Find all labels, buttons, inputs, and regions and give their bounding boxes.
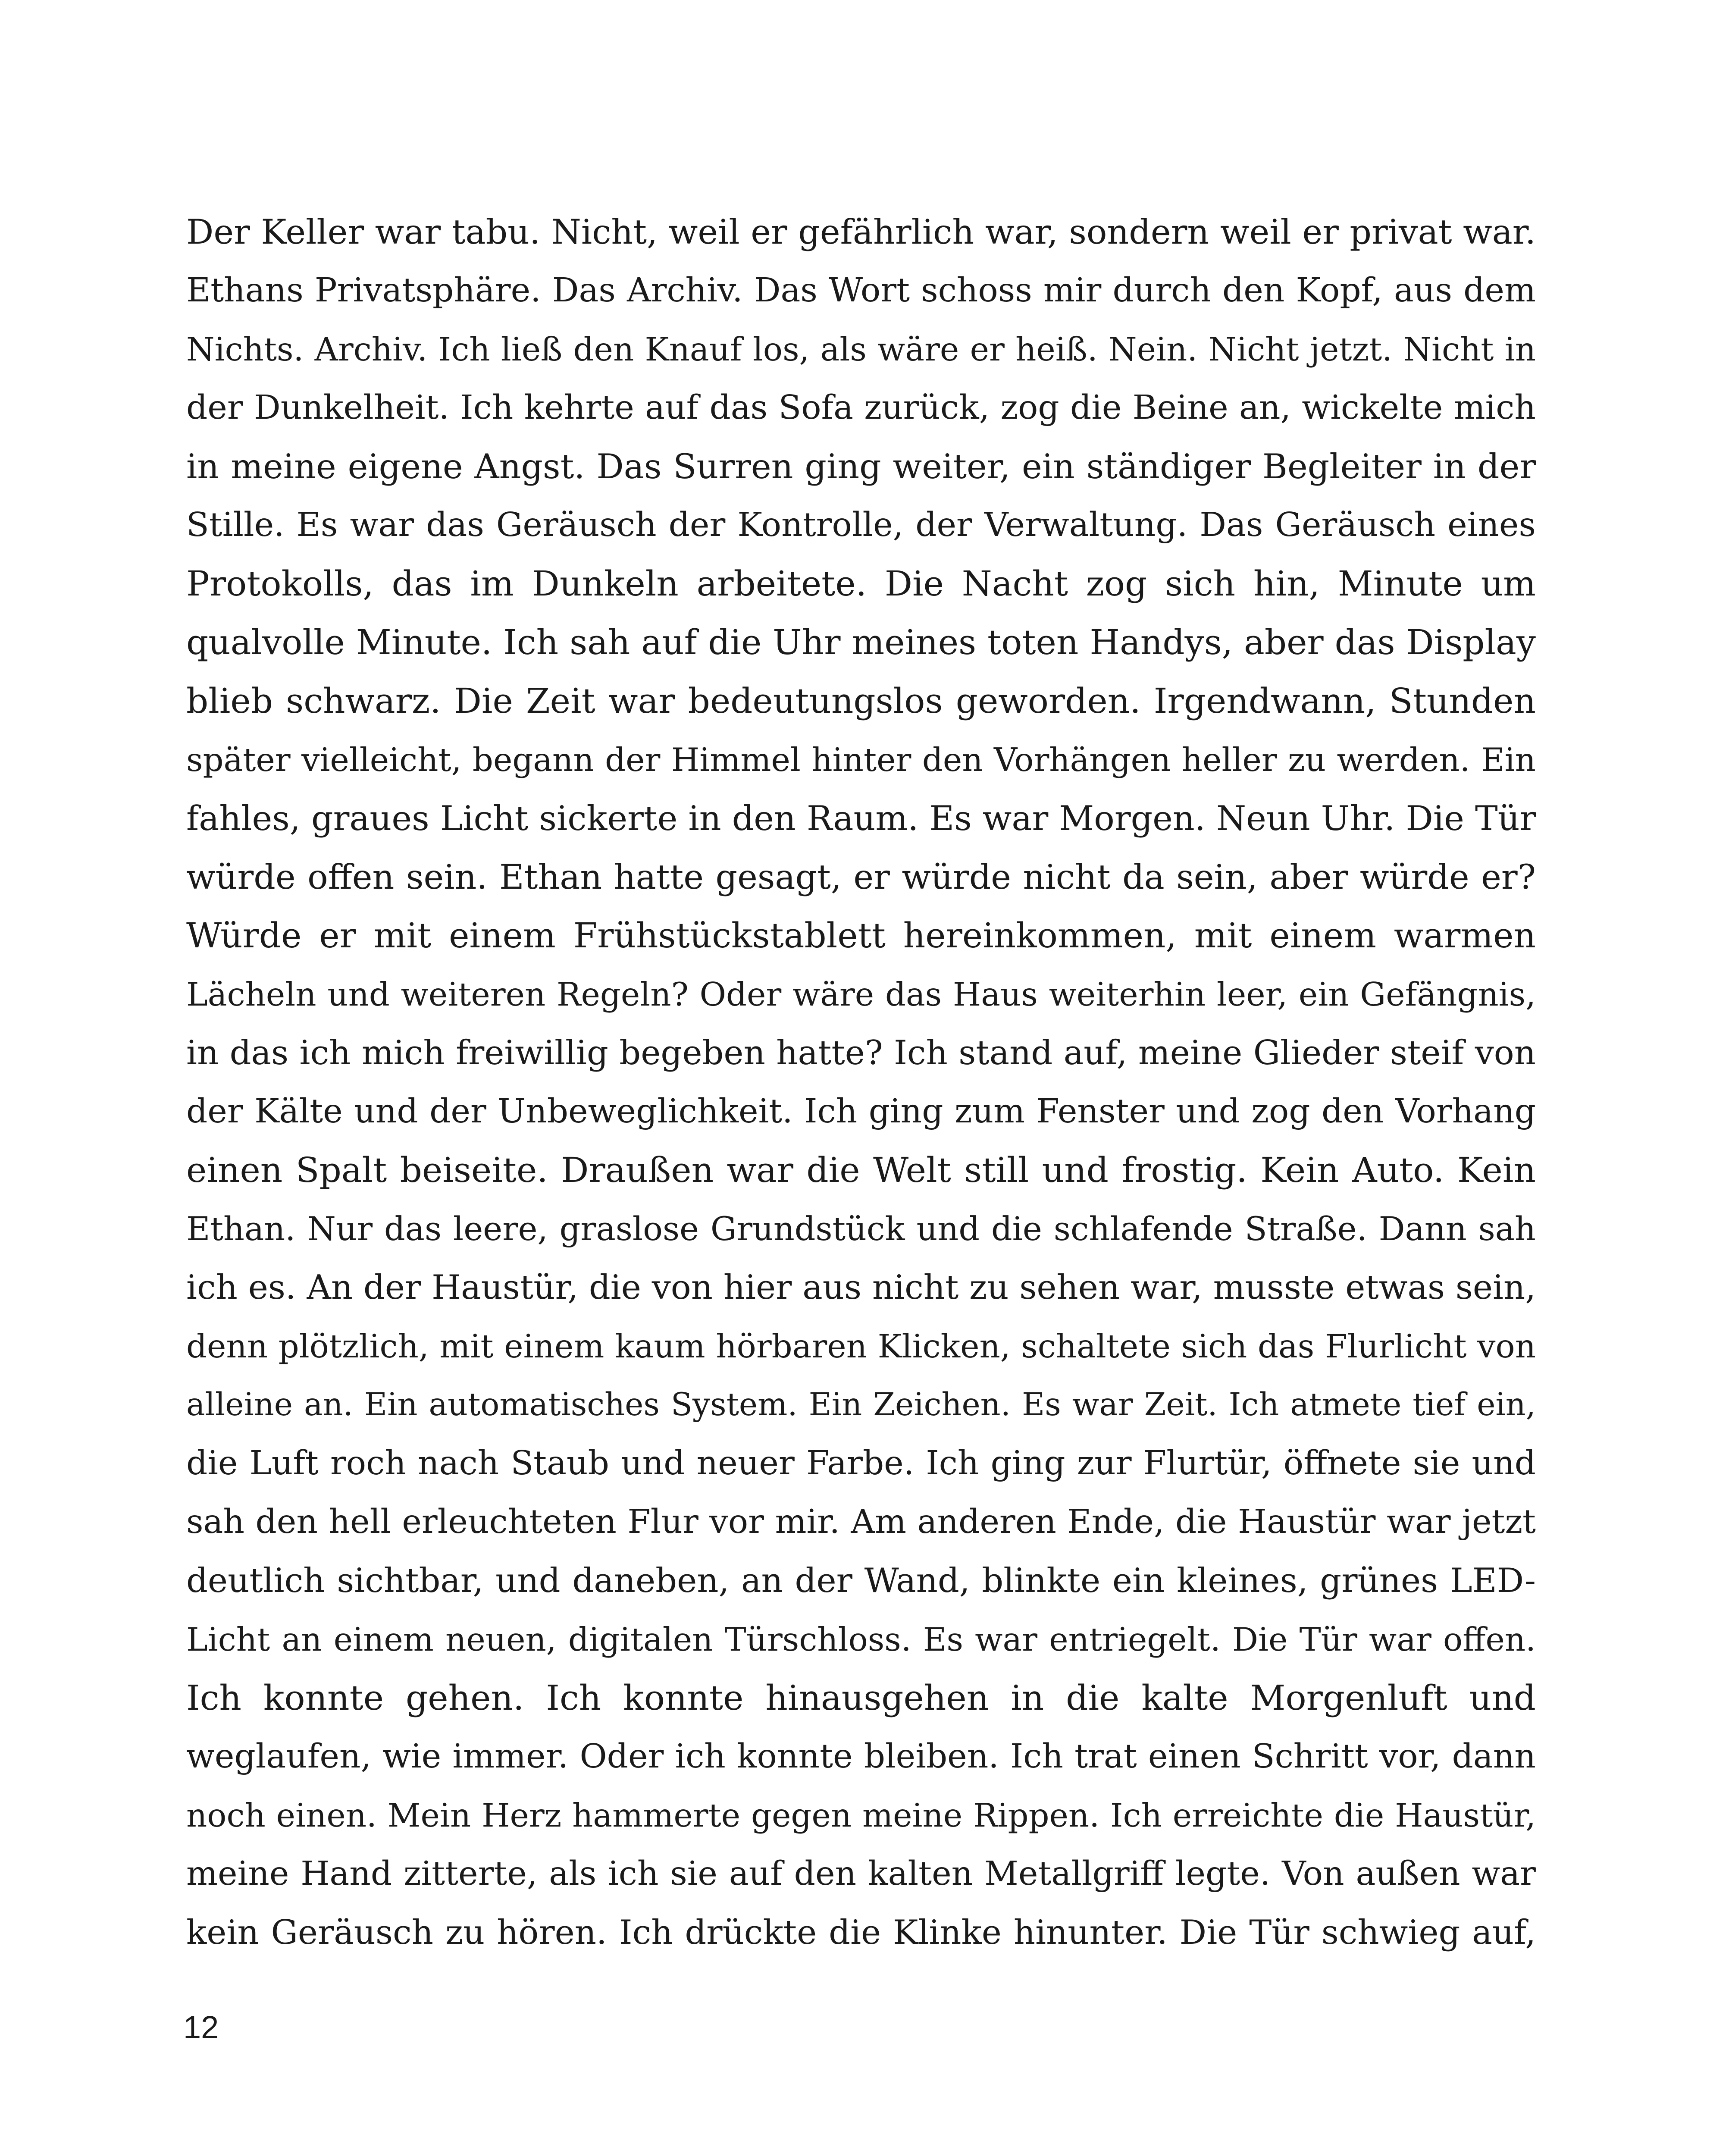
text-line: deutlich sichtbar, und daneben, an der Wand, blinkte ein kleines, grünes LED-: [186, 1561, 1536, 1600]
text-line: Protokolls, das im Dunkeln arbeitete. Die Nacht zog sich hin, Minute um: [186, 564, 1536, 604]
text-line: meine Hand zitterte, als ich sie auf den kalten Metallgriff legte. Von außen war: [186, 1855, 1536, 1893]
text-line: Würde er mit einem Frühstückstablett hereinkommen, mit einem warmen: [186, 915, 1536, 956]
text-line: die Luft roch nach Staub und neuer Farbe. Ich ging zur Flurtür, öffnete sie und: [186, 1444, 1536, 1482]
text-line: in das ich mich freiwillig begeben hatte? Ich stand auf, meine Glieder steif von: [186, 1034, 1536, 1072]
text-line: blieb schwarz. Die Zeit war bedeutungslos geworden. Irgendwann, Stunden: [186, 681, 1536, 721]
text-line: fahles, graues Licht sickerte in den Raum. Es war Morgen. Neun Uhr. Die Tür: [186, 799, 1536, 838]
text-line: qualvolle Minute. Ich sah auf die Uhr meines toten Handys, aber das Display: [186, 622, 1536, 662]
page-number: 12: [183, 2009, 219, 2045]
text-line: Ethan. Nur das leere, graslose Grundstück und die schlafende Straße. Dann sah: [186, 1210, 1536, 1248]
text-line: alleine an. Ein automatisches System. Ein Zeichen. Es war Zeit. Ich atmete tief ein,: [186, 1386, 1536, 1423]
text-line: würde offen sein. Ethan hatte gesagt, er würde nicht da sein, aber würde er?: [186, 857, 1536, 897]
text-line: der Kälte und der Unbeweglichkeit. Ich ging zum Fenster und zog den Vorhang: [186, 1092, 1536, 1131]
text-line: Stille. Es war das Geräusch der Kontrolle, der Verwaltung. Das Geräusch eines: [186, 506, 1536, 544]
text-line: Der Keller war tabu. Nicht, weil er gefährlich war, sondern weil er privat war.: [186, 212, 1536, 252]
text-line: kein Geräusch zu hören. Ich drückte die Klinke hinunter. Die Tür schwieg auf,: [186, 1913, 1536, 1952]
text-line: in meine eigene Angst. Das Surren ging weiter, ein ständiger Begleiter in der: [186, 447, 1536, 486]
text-line: der Dunkelheit. Ich kehrte auf das Sofa zurück, zog die Beine an, wickelte mich: [186, 389, 1536, 427]
text-line: weglaufen, wie immer. Oder ich konnte bleiben. Ich trat einen Schritt vor, dann: [186, 1737, 1536, 1776]
text-line: ich es. An der Haustür, die von hier aus nicht zu sehen war, musste etwas sein,: [186, 1268, 1536, 1307]
text-line: einen Spalt beiseite. Draußen war die Welt still und frostig. Kein Auto. Kein: [186, 1150, 1536, 1190]
text-line: Ethans Privatsphäre. Das Archiv. Das Wort schoss mir durch den Kopf, aus dem: [186, 271, 1536, 310]
text-line: Nichts. Archiv. Ich ließ den Knauf los, als wäre er heiß. Nein. Nicht jetzt. Nicht in: [186, 330, 1536, 368]
text-line: denn plötzlich, mit einem kaum hörbaren Klicken, schaltete sich das Flurlicht von: [186, 1327, 1536, 1365]
text-line: sah den hell erleuchteten Flur vor mir. Am anderen Ende, die Haustür war jetzt: [186, 1503, 1536, 1541]
text-line: Licht an einem neuen, digitalen Türschloss. Es war entriegelt. Die Tür war offen.: [186, 1620, 1536, 1658]
text-line: Ich konnte gehen. Ich konnte hinausgehen in die kalte Morgenluft und: [186, 1678, 1536, 1718]
body-text: [186, 203, 1536, 1962]
text-line: noch einen. Mein Herz hammerte gegen meine Rippen. Ich erreichte die Haustür,: [186, 1796, 1536, 1834]
text-line: Lächeln und weiteren Regeln? Oder wäre das Haus weiterhin leer, ein Gefängnis,: [186, 975, 1536, 1013]
text-line: später vielleicht, begann der Himmel hinter den Vorhängen heller zu werden. Ein: [186, 741, 1536, 779]
